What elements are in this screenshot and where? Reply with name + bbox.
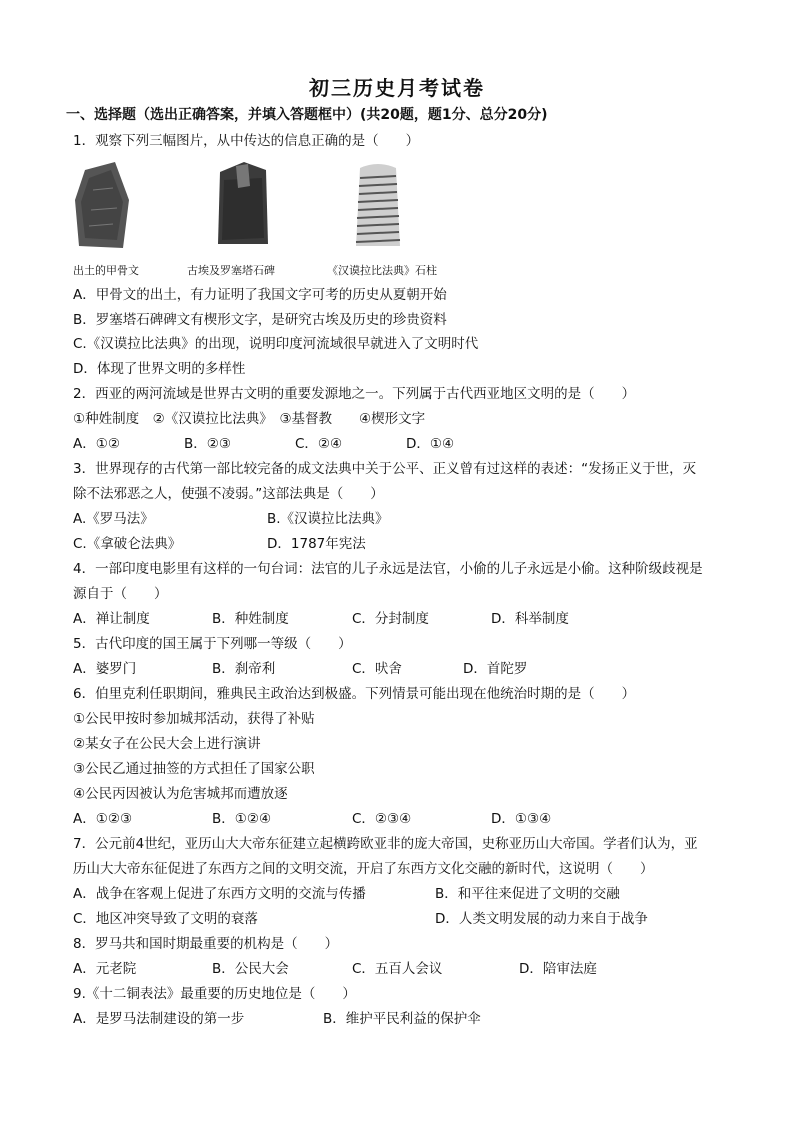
caption-rosetta-stone: 古埃及罗塞塔石碑 (187, 264, 275, 277)
question-8-stem: 8．罗马共和国时期最重要的机构是（ ） (73, 936, 339, 952)
section-heading: 一、选择题（选出正确答案，并填入答题框中）(共20题，题1分、总分20分) (66, 107, 548, 123)
q1-option-b: B．罗塞塔石碑碑文有楔形文字，是研究古埃及历史的珍贵资料 (73, 312, 447, 328)
q9-option-a: A．是罗马法制建设的第一步 (73, 1011, 245, 1027)
q3-option-c: C.《拿破仑法典》 (73, 536, 182, 552)
q6-item-2: ②某女子在公民大会上进行演讲 (73, 736, 261, 752)
q2-option-a: A．①② (73, 436, 120, 452)
q1-option-d: D．体现了世界文明的多样性 (73, 361, 246, 377)
question-2-stem: 2．西亚的两河流域是世界古文明的重要发源地之一。下列属于古代西亚地区文明的是（ ） (73, 386, 636, 402)
question-1-stem: 1．观察下列三幅图片，从中传达的信息正确的是（ ） (73, 133, 420, 149)
q5-option-c: C．吠舍 (352, 661, 402, 677)
question-3-stem-line1: 3．世界现存的古代第一部比较完备的成文法典中关于公平、正义曾有过这样的表述：“发扬正义于世，灭 (73, 461, 697, 477)
q5-option-a: A．婆罗门 (73, 661, 137, 677)
q7-option-c: C．地区冲突导致了文明的衰落 (73, 911, 258, 927)
q6-option-b: B．①②④ (212, 811, 272, 827)
q5-option-d: D．首陀罗 (463, 661, 528, 677)
q8-option-a: A．元老院 (73, 961, 137, 977)
q7-option-b: B．和平往来促进了文明的交融 (435, 886, 620, 902)
q2-items: ①种姓制度 ②《汉谟拉比法典》 ③基督教 ④楔形文字 (73, 411, 426, 427)
q8-option-c: C．五百人会议 (352, 961, 443, 977)
page-title: 初三历史月考试卷 (309, 76, 485, 100)
rosetta-stone-image (214, 160, 272, 248)
q3-option-d: D．1787年宪法 (267, 536, 366, 552)
question-6-stem: 6．伯里克利任职期间，雅典民主政治达到极盛。下列情景可能出现在他统治时期的是（ ） (73, 686, 636, 702)
q2-option-d: D．①④ (406, 436, 455, 452)
q8-option-b: B．公民大会 (212, 961, 289, 977)
q4-option-c: C．分封制度 (352, 611, 429, 627)
q6-item-4: ④公民丙因被认为危害城邦而遭放逐 (73, 786, 288, 802)
q3-option-b: B.《汉谟拉比法典》 (267, 511, 389, 527)
q1-option-a: A．甲骨文的出土，有力证明了我国文字可考的历史从夏朝开始 (73, 287, 447, 303)
question-4-stem-line2: 源自于（ ） (73, 586, 168, 602)
q6-option-a: A．①②③ (73, 811, 133, 827)
q8-option-d: D．陪审法庭 (519, 961, 597, 977)
question-7-stem-line1: 7．公元前4世纪，亚历山大大帝东征建立起横跨欧亚非的庞大帝国，史称亚历山大帝国。学者们认为，亚 (73, 836, 698, 852)
q2-option-b: B．②③ (184, 436, 231, 452)
question-7-stem-line2: 历山大大帝东征促进了东西方之间的文明交流，开启了东西方文化交融的新时代，这说明（ ） (73, 861, 654, 877)
oracle-bone-image (73, 160, 133, 255)
q6-option-d: D．①③④ (491, 811, 552, 827)
q4-option-d: D．科举制度 (491, 611, 569, 627)
q4-option-a: A．禅让制度 (73, 611, 150, 627)
q7-option-d: D．人类文明发展的动力来自于战争 (435, 911, 648, 927)
q2-option-c: C．②④ (295, 436, 343, 452)
q5-option-b: B．刹帝利 (212, 661, 276, 677)
caption-oracle-bone: 出土的甲骨文 (73, 264, 139, 277)
q9-option-b: B．维护平民利益的保护伞 (323, 1011, 481, 1027)
q4-option-b: B．种姓制度 (212, 611, 289, 627)
question-5-stem: 5．古代印度的国王属于下列哪一等级（ ） (73, 636, 352, 652)
q6-option-c: C．②③④ (352, 811, 412, 827)
q3-option-a: A.《罗马法》 (73, 511, 154, 527)
q6-item-3: ③公民乙通过抽签的方式担任了国家公职 (73, 761, 315, 777)
caption-hammurabi: 《汉谟拉比法典》石柱 (327, 264, 437, 277)
hammurabi-stele-image (352, 162, 404, 248)
q7-option-a: A．战争在客观上促进了东西方文明的交流与传播 (73, 886, 366, 902)
question-4-stem-line1: 4．一部印度电影里有这样的一句台词：法官的儿子永远是法官，小偷的儿子永远是小偷。这种阶级歧视是 (73, 561, 703, 577)
question-9-stem: 9.《十二铜表法》最重要的历史地位是（ ） (73, 986, 356, 1002)
q1-option-c: C.《汉谟拉比法典》的出现，说明印度河流域很早就进入了文明时代 (73, 336, 479, 352)
question-3-stem-line2: 除不法邪恶之人，使强不凌弱。”这部法典是（ ） (73, 486, 384, 502)
q6-item-1: ①公民甲按时参加城邦活动，获得了补贴 (73, 711, 315, 727)
